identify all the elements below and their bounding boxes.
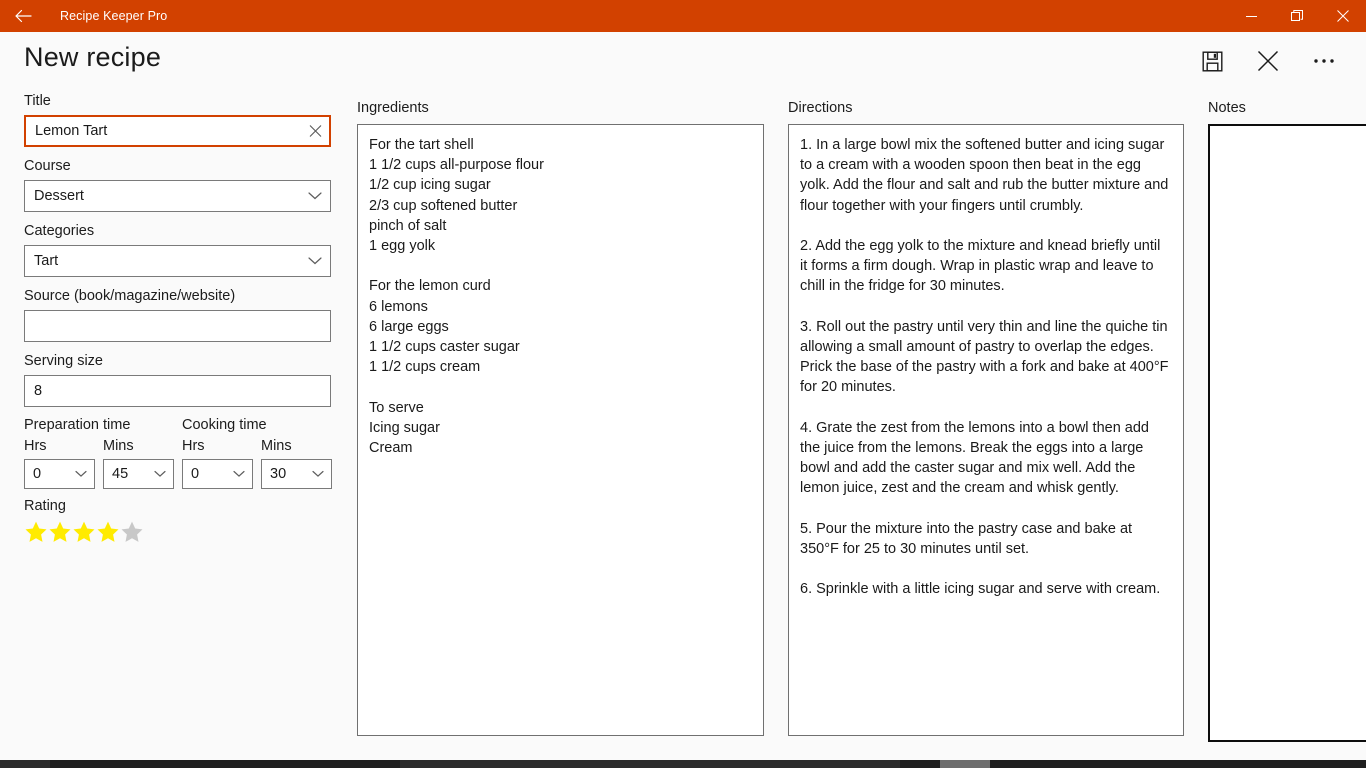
cooking-time-group [182,417,340,489]
back-arrow-icon[interactable] [0,0,46,32]
save-button[interactable] [1184,38,1240,84]
source-label: Source (book/magazine/website) [24,288,236,304]
cook-mins-label: Mins [261,438,292,454]
cook-hours-label: Hrs [182,438,205,454]
cook-hours-select[interactable] [182,459,253,489]
serving-size-field-group [24,352,334,407]
page-title: New recipe [24,42,162,72]
title-input-wrapper[interactable] [24,115,331,147]
source-field-group [24,287,334,342]
categories-field-group [24,222,334,277]
course-select[interactable] [24,180,331,212]
prep-mins-group [103,438,174,489]
categories-select[interactable] [24,245,331,277]
ingredients-panel[interactable] [357,124,764,736]
source-input-wrapper[interactable] [24,310,331,342]
prep-mins-value: 45 [112,466,129,482]
title-field-group [24,92,334,147]
cook-mins-select[interactable] [261,459,332,489]
chevron-down-icon [308,257,322,265]
serving-size-input-wrapper[interactable] [24,375,331,407]
prep-mins-select[interactable] [103,459,174,489]
app-title: Recipe Keeper Pro [60,9,168,23]
taskbar-segment [0,760,50,768]
title-label: Title [24,93,51,109]
star-filled-icon[interactable] [24,520,48,544]
ingredients-label: Ingredients [357,100,429,116]
page-header [0,32,1366,92]
chevron-down-icon [233,471,245,478]
cook-hours-group [182,438,253,489]
directions-label: Directions [788,100,853,116]
rating-field-group [24,497,334,544]
desktop-taskbar [0,760,1366,768]
course-field-group [24,157,334,212]
categories-label: Categories [24,223,95,239]
clear-x-icon[interactable] [309,125,322,138]
chevron-down-icon [312,471,324,478]
rating-label: Rating [24,498,66,514]
cook-mins-group [261,438,332,489]
cook-mins-value: 30 [270,466,287,482]
source-input[interactable] [25,311,330,341]
preparation-time-group [24,417,182,489]
chevron-down-icon [308,192,322,200]
star-filled-icon[interactable] [48,520,72,544]
serving-size-input[interactable] [25,376,330,406]
window-close-button[interactable] [1320,0,1366,32]
ingredients-textarea[interactable] [358,125,763,735]
title-input[interactable] [26,117,329,145]
window-minimize-button[interactable] [1228,0,1274,32]
chevron-down-icon [75,471,87,478]
command-bar [1184,38,1352,84]
preparation-time-label: Preparation time [24,417,131,433]
taskbar-segment [400,760,900,768]
cooking-time-label: Cooking time [182,417,267,433]
cook-hours-value: 0 [191,466,200,482]
directions-textarea[interactable] [789,125,1183,735]
more-options-button[interactable] [1296,38,1352,84]
chevron-down-icon [154,471,166,478]
star-empty-icon[interactable] [120,520,144,544]
recipe-editor-content [0,92,1366,752]
notes-panel[interactable] [1208,124,1366,742]
star-filled-icon[interactable] [96,520,120,544]
directions-panel[interactable] [788,124,1184,736]
window-title-bar [0,0,1366,32]
recipe-details-column [24,92,334,554]
times-row [24,417,334,489]
course-label: Course [24,158,71,174]
prep-mins-label: Mins [103,438,134,454]
prep-hours-label: Hrs [24,438,47,454]
cancel-button[interactable] [1240,38,1296,84]
notes-textarea[interactable] [1210,126,1366,740]
taskbar-segment-active [940,760,990,768]
prep-hours-value: 0 [33,466,42,482]
prep-hours-group [24,438,95,489]
notes-label: Notes [1208,100,1246,116]
course-value: Dessert [34,188,84,204]
categories-value: Tart [34,253,59,269]
rating-stars[interactable] [24,520,334,544]
serving-size-label: Serving size [24,353,103,369]
star-filled-icon[interactable] [72,520,96,544]
prep-hours-select[interactable] [24,459,95,489]
window-restore-button[interactable] [1274,0,1320,32]
